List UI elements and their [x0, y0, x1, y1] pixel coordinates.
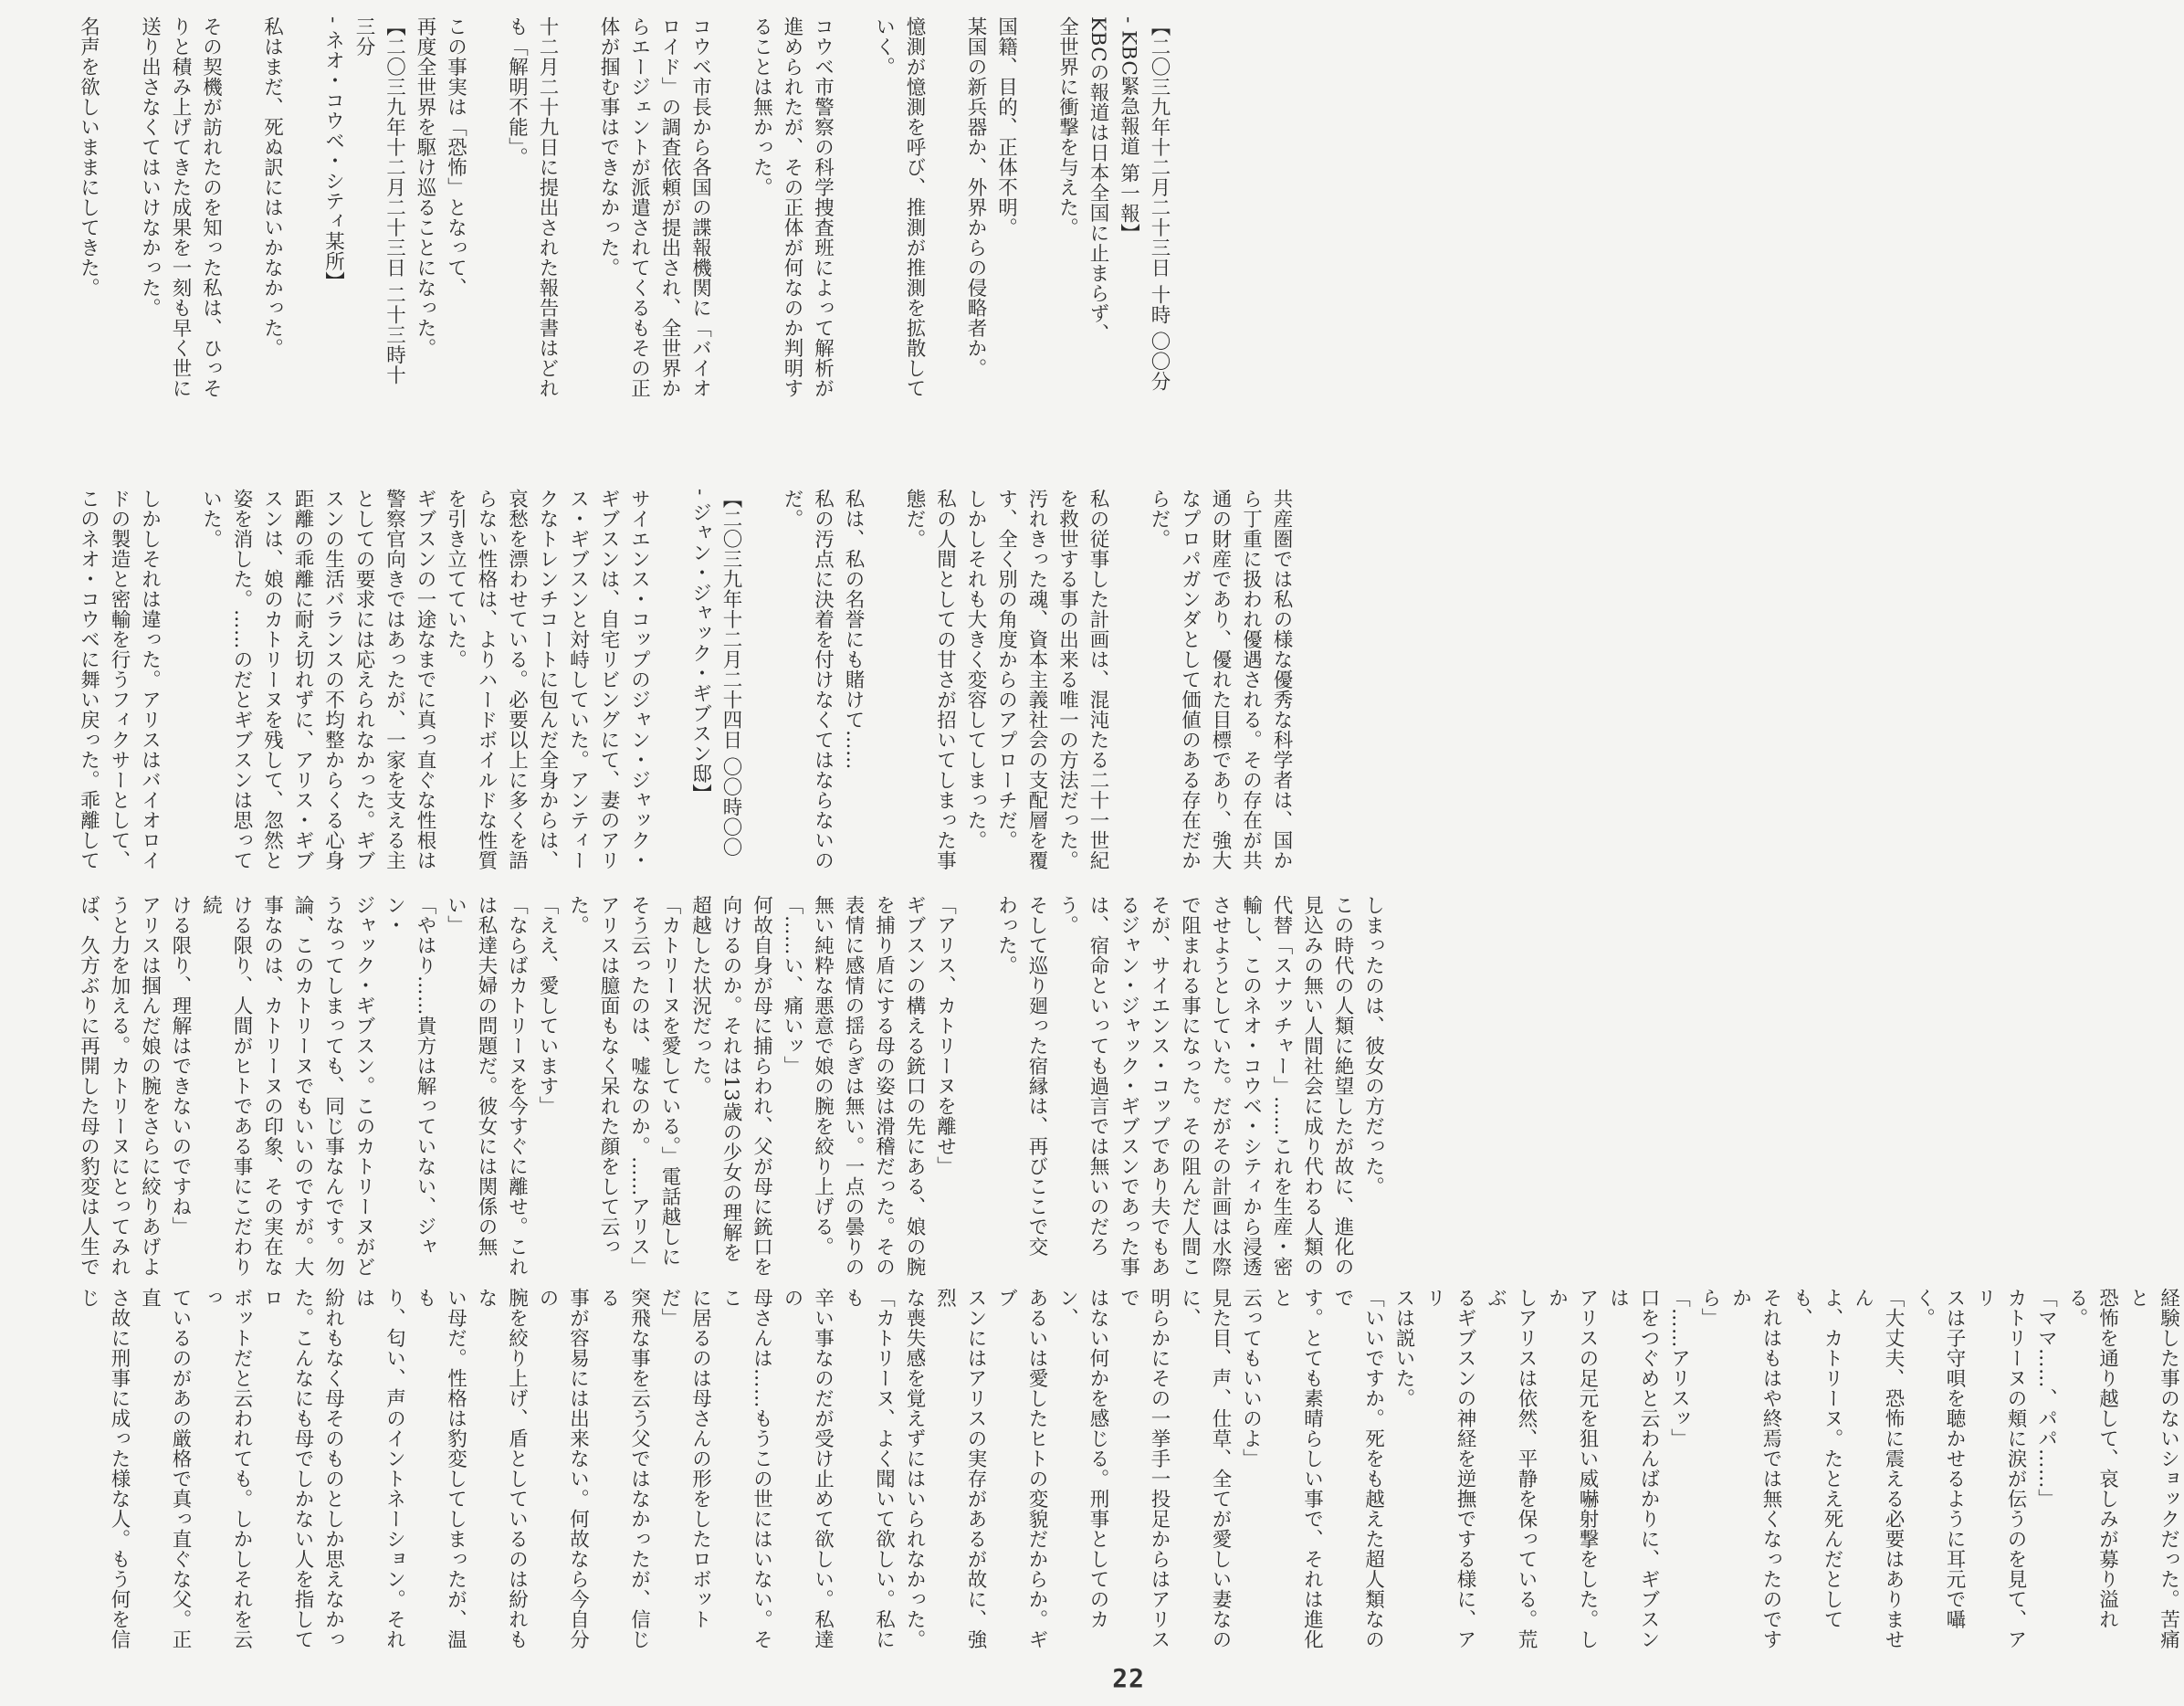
text-line: 私はまだ、死ぬ訳にはいかなかった。 — [260, 16, 284, 358]
text-line: この時代の人類に絶望したが故に、進化の — [1331, 895, 1354, 1277]
text-line: を引き立てていた。 — [444, 489, 467, 669]
text-line: 明らかにその一挙手一投足からはアリスで — [1117, 1288, 1171, 1649]
text-line — [471, 16, 502, 491]
text-line: 送り出さなくてはいけなかった。 — [138, 16, 162, 318]
text-line: しアリスは依然、平静を保っている。荒ぶ — [1484, 1288, 1538, 1649]
text-line: らない性格は、よりハードボイルドな性質 — [475, 489, 498, 870]
text-line: その契機が訪れたのを知った私は、ひっそ — [199, 16, 223, 398]
text-line: うなってしまっても、同じ事なんです。勿 — [321, 895, 345, 1277]
text-line: す、全く別の角度からのアプローチだ。 — [994, 489, 1018, 850]
text-line: 「ええ、愛しています」 — [536, 895, 559, 1116]
text-line: 云ってもいいのよ」 — [1239, 1288, 1263, 1469]
text-line: 三分 — [352, 16, 375, 57]
text-line — [226, 16, 257, 491]
text-line: を救世する事の出来る唯一の方法だった。 — [1055, 489, 1079, 870]
text-line: 【二〇三九年十二月二十三日 二十三時十 — [383, 16, 406, 385]
text-line: 表情に感情の揺らぎは無い。一点の曇りの — [842, 895, 865, 1277]
text-line: そう云ったのは、嘘なのか。……アリス」 — [627, 895, 651, 1277]
text-line: 私の従事した計画は、混沌たる二十一世紀 — [1087, 489, 1109, 870]
tier-4-columns — [73, 1288, 2180, 1655]
text-line: 私の人間としての甘さが招いてしまった事 — [933, 489, 957, 870]
text-line: としての要求には応えられなかった。ギブ — [352, 489, 375, 870]
text-line: は、宿命といっても過言では無いのだろう。 — [1055, 895, 1109, 1257]
text-line: も「解明不能」。 — [505, 16, 529, 168]
text-line — [838, 16, 869, 491]
text-line: 「カトリーヌを愛している。」電話越しに — [658, 895, 681, 1268]
text-line: た。こんなにも母でしかない人を指してロ — [260, 1288, 314, 1649]
page-number: 22 — [1112, 1663, 1145, 1693]
text-line: この事実は「恐怖」となって、 — [444, 16, 467, 298]
text-line: 憶測が憶測を呼び、推測が推測を拡散して — [903, 16, 926, 398]
text-line: 十二月二十九日に提出された報告書はどれ — [536, 16, 559, 398]
text-line: 超越した状況だった。 — [688, 895, 712, 1096]
text-line: KBCの報道は日本全国に止まらず、 — [1087, 16, 1109, 344]
text-line: いた。 — [199, 489, 223, 549]
text-line: うと力を加える。カトリーヌにとってみれ — [108, 895, 131, 1277]
text-line: 某国の新兵器か、外界からの侵略者か。 — [964, 16, 987, 378]
text-line: は私達夫婦の問題だ。彼女には関係の無い」 — [444, 895, 498, 1257]
text-line — [1022, 16, 1053, 491]
text-line: - KBC緊急報道 第一報】 — [1117, 16, 1140, 244]
text-tier-2 — [73, 489, 1293, 877]
text-tier-1 — [73, 16, 1171, 491]
text-line: 「カトリーヌ、よく聞いて欲しい。私にも — [842, 1288, 896, 1649]
text-line: わった。 — [994, 895, 1018, 975]
tier-2-columns — [73, 489, 1293, 877]
text-line: 見た目、声、仕草、全てが愛しい妻なのに、 — [1178, 1288, 1232, 1649]
text-line: カトリーヌの頬に涙が伝うのを見て、アリ — [1973, 1288, 2027, 1649]
text-line: スンの生活バランスの不均整からくる心身 — [321, 489, 345, 870]
vertical-text-block — [73, 1288, 2184, 1655]
text-line: 全世界に衝撃を与えた。 — [1055, 16, 1079, 237]
text-line: そが、サイエンス・コップであり夫でもあ — [1148, 895, 1171, 1277]
text-line: 距離の乖離に耐え切れずに、アリス・ギブ — [291, 489, 314, 870]
text-line: スは子守唄を聴かせるように耳元で囁く。 — [1912, 1288, 1966, 1629]
text-line: ジャック・ギブスン。このカトリーヌがど — [352, 895, 375, 1277]
text-line: 突飛な事を云う父ではなかったが、信じる — [597, 1288, 651, 1649]
text-line: ける限り、理解はできないのですね」 — [169, 895, 192, 1237]
text-line: 哀愁を漂わせている。必要以上に多くを語 — [505, 489, 529, 870]
text-line — [868, 489, 899, 877]
text-line — [655, 489, 686, 877]
text-line: 「ならばカトリーヌを今すぐに離せ。これ — [505, 895, 529, 1277]
text-line: 共産圏では私の様な優秀な科学者は、国か — [1270, 489, 1293, 870]
text-line: 経験した事のないショックだった。苦痛と — [2126, 1288, 2180, 1649]
text-line: 見込みの無い人間社会に成り代わる人類の — [1300, 895, 1324, 1277]
text-tier-3 — [73, 895, 1385, 1283]
text-line: 「……アリスッ」 — [1667, 1288, 1691, 1448]
text-line: しかしそれは違った。アリスはバイオロイ — [138, 489, 162, 870]
text-line: 進められたが、その正体が何なのか判明す — [781, 16, 803, 398]
text-line: 「……い、痛いッ」 — [781, 895, 803, 1076]
text-line: 「ママ……、パパ……」 — [2034, 1288, 2058, 1509]
text-line: 向けるのか。それは13歳の少女の理解を — [719, 895, 742, 1263]
text-line: ることは無かった。 — [750, 16, 773, 197]
text-line: 論、このカトリーヌでもいいのですが。大 — [291, 895, 314, 1277]
text-line: ボットだと云われても。しかしそれを云っ — [199, 1288, 253, 1649]
text-line: ば、久方ぶりに再開した母の豹変は人生で — [77, 895, 100, 1277]
text-line: ける限り、人間がヒトである事にこだわり続 — [199, 895, 253, 1277]
text-line: 【二〇三九年十二月二十三日 十時 〇〇分 — [1148, 16, 1171, 392]
text-line: りと積み上げてきた成果を一刻も早く世に — [169, 16, 192, 398]
text-line: しまったのは、彼女の方だった。 — [1361, 895, 1385, 1196]
text-line — [104, 16, 135, 491]
text-line: 無い純粋な悪意で娘の腕を絞り上げる。 — [811, 895, 835, 1257]
text-line: らだ。 — [1148, 489, 1171, 549]
text-line — [1113, 489, 1144, 877]
text-line: 事なのは、カトリーヌの印象、その実在な — [260, 895, 284, 1277]
text-line: 母さんは……もうこの世にはいない。そこ — [719, 1288, 773, 1649]
text-line: 名声を欲しいままにしてきた。 — [77, 16, 100, 298]
text-line: 「大丈夫、恐怖に震える必要はありません — [1851, 1288, 1905, 1649]
text-line: 私の汚点に決着を付けなくてはならないの — [811, 489, 835, 870]
text-line: 「いいですか。死をも越えた超人類なので — [1331, 1288, 1385, 1649]
text-line — [746, 489, 777, 877]
text-line: を捕り盾にする母の姿は滑稽だった。その — [872, 895, 896, 1277]
text-line: 辛い事なのだが受け止めて欲しい。私達の — [781, 1288, 835, 1649]
text-line: に居るのは母さんの形をしたロボットだ」 — [658, 1288, 712, 1629]
text-line — [716, 16, 747, 491]
text-line: だ。 — [781, 489, 803, 529]
text-line: させようとしていた。だがその計画は水際 — [1209, 895, 1232, 1277]
text-line: アリスは掴んだ娘の腕をさらに絞りあげよ — [138, 895, 162, 1277]
tier-3-columns — [73, 895, 1385, 1283]
text-line: ているのがあの厳格で真っ直ぐな父。正直 — [138, 1288, 192, 1649]
text-line: らエージェントが派遣されてくるもその正 — [627, 16, 651, 398]
text-line: 通の財産であり、優れた目標であり、強大 — [1209, 489, 1232, 870]
text-line: 再度全世界を駆け巡ることになった。 — [414, 16, 436, 358]
text-line: ロイド」の調査依頼が提出され、全世界か — [658, 16, 681, 398]
text-line: アリスは臆面もなく呆れた顔をして云っ — [597, 895, 620, 1257]
text-line: な喪失感を覚えずにはいられなかった。 — [903, 1288, 926, 1649]
vertical-text-block — [73, 16, 1174, 491]
tier-1-columns — [73, 16, 1171, 491]
text-line: 体が掴む事はできなかった。 — [597, 16, 620, 278]
text-line: コウベ市長から各国の諜報機関に「バイオ — [688, 16, 712, 398]
text-line: 汚れきった魂、資本主義社会の支配層を覆 — [1025, 489, 1048, 870]
text-line: いく。 — [872, 16, 896, 77]
text-line: るジャン・ジャック・ギブスンであった事 — [1117, 895, 1140, 1277]
text-line — [562, 16, 593, 491]
text-tier-4 — [73, 1288, 2180, 1655]
text-line: で阻まれる事になった。その阻んだ人間こ — [1178, 895, 1202, 1277]
text-line: ギブスンの一途なまでに真っ直ぐな性根は — [414, 489, 436, 870]
text-line: 【二〇三九年十二月二十四日 〇〇時〇〇 — [719, 489, 742, 858]
text-line: い母だ。性格は豹変してしまったが、温も — [414, 1288, 467, 1649]
text-line: クなトレンチコートに包んだ全身からは、 — [536, 489, 559, 870]
text-line: - ジャン・ジャック・ギブスン邸】 — [688, 489, 712, 805]
text-line: 事が容易には出来ない。何故なら今自分の — [536, 1288, 590, 1649]
text-line: スンは、娘のカトリーヌを残して、忽然と — [260, 489, 284, 870]
text-line: そして巡り廻った宿縁は、再びここで交 — [1025, 895, 1048, 1257]
text-line: それはもはや終焉では無くなったのですか — [1728, 1288, 1782, 1649]
text-line: た。 — [566, 895, 590, 935]
text-line: あるいは愛したヒトの変貌だからか。ギブ — [994, 1288, 1048, 1649]
text-line: 国籍、目的、正体不明。 — [994, 16, 1018, 237]
text-line: ギブスンは、自宅リビングにて、妻のアリ — [597, 489, 620, 870]
text-line: はない何かを感じる。刑事としてのカン、 — [1055, 1288, 1109, 1629]
text-line: よ、カトリーヌ。たとえ死んだとしても、 — [1790, 1288, 1843, 1629]
text-line: 恐怖を通り越して、哀しみが募り溢れる。 — [2065, 1288, 2119, 1629]
text-line: ドの製造と密輸を行うフィクサーとして、 — [108, 489, 131, 870]
text-line: 代替「スナッチャー」……これを生産・密 — [1270, 895, 1293, 1277]
text-line: 姿を消した。……のだとギブスンは思って — [230, 489, 253, 870]
text-line: り、匂い、声のイントネーション。それは — [352, 1288, 406, 1649]
text-line: す。とても素晴らしい事で、それは進化と — [1270, 1288, 1324, 1649]
text-line: ら丁重に扱われ優遇される。その存在が共 — [1239, 489, 1263, 870]
text-line: スは説いた。 — [1392, 1288, 1415, 1408]
text-line: スンにはアリスの実存があるが故に、強烈 — [933, 1288, 987, 1649]
text-line — [961, 895, 992, 1283]
text-line: 「やはり……貴方は解っていない、ジャン・ — [383, 895, 436, 1257]
text-line: なプロパガンダとして価値のある存在だか — [1178, 489, 1202, 870]
text-line: - ネオ・コウベ・シティ某所】 — [321, 16, 345, 292]
text-line: アリスの足元を狙い威嚇射撃をした。しか — [1545, 1288, 1599, 1649]
vertical-text-block — [73, 895, 1389, 1283]
text-line: 私は、私の名誉にも賭けて…… — [842, 489, 865, 770]
text-line: 警察官向きではあったが、一家を支える主 — [383, 489, 406, 870]
text-line: ギブスンの構える銃口の先にある、娘の腕 — [903, 895, 926, 1277]
text-line: このネオ・コウベに舞い戻った。乖離して — [77, 489, 100, 870]
text-line — [165, 489, 196, 877]
text-line: ス・ギブスンと対峙していた。アンティー — [566, 489, 590, 870]
text-line — [288, 16, 319, 491]
text-line: 態だ。 — [903, 489, 926, 549]
text-line — [929, 16, 961, 491]
text-line: コウベ市警察の科学捜査班によって解析が — [811, 16, 835, 398]
text-line: 口をつぐめと云わんばかりに、ギブスンは — [1606, 1288, 1660, 1649]
text-line: るギブスンの神経を逆撫でする様に、アリ — [1423, 1288, 1476, 1649]
text-line: 紛れもなく母そのものとしか思えなかっ — [321, 1288, 345, 1649]
text-line: しかしそれも大きく変容してしまった。 — [964, 489, 987, 850]
text-line: サイエンス・コップのジャン・ジャック・ — [627, 489, 651, 870]
text-line: 何故自身が母に捕らわれ、父が母に銃口を — [750, 895, 773, 1277]
text-line: 腕を絞り上げ、盾としているのは紛れもな — [475, 1288, 529, 1649]
text-line: 輸し、このネオ・コウベ・シティから浸透 — [1239, 895, 1263, 1277]
vertical-text-block — [73, 489, 1297, 877]
text-line: さ故に刑事に成った様な人。もう何を信じ — [77, 1288, 131, 1649]
text-line: 「アリス、カトリーヌを離せ」 — [933, 895, 957, 1176]
text-line: ら」 — [1698, 1288, 1721, 1328]
